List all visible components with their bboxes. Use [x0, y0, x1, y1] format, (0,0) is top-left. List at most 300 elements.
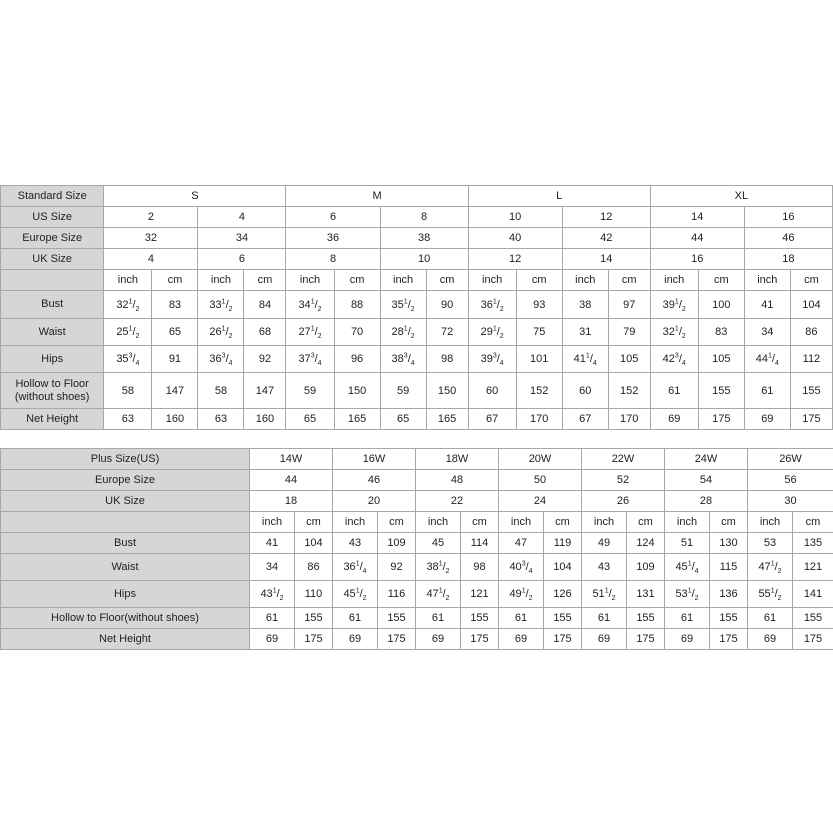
unit-cm: cm [295, 512, 333, 533]
unit-cm: cm [710, 512, 748, 533]
measurement-cell [790, 291, 832, 319]
measurement-cell [244, 319, 286, 346]
measurement-cell [748, 629, 793, 650]
fraction-whole: 47 [758, 561, 771, 573]
fraction-whole: 45 [675, 561, 688, 573]
cell-value: 63 [214, 413, 228, 425]
size-cell: 52 [582, 470, 665, 491]
size-cell: 56 [748, 470, 833, 491]
cell-value: 175 [553, 633, 572, 645]
measurement-cell [562, 373, 608, 409]
fraction-denominator: 2 [135, 333, 140, 341]
fraction-denominator: 4 [362, 568, 367, 576]
measurement-cell [380, 409, 426, 430]
fraction-whole: 33 [209, 298, 222, 311]
cell-value: 92 [258, 353, 272, 365]
fraction-denominator: 2 [777, 595, 782, 603]
cell-value: 155 [470, 612, 489, 624]
measurement-cell [198, 373, 244, 409]
measurement-cell [152, 346, 198, 373]
size-cell: 44 [650, 228, 744, 249]
measurement-row [1, 554, 833, 581]
fraction-whole: 55 [758, 588, 771, 600]
fraction-whole: 29 [480, 326, 493, 338]
cell-value: 155 [803, 612, 823, 624]
cell-value: 116 [387, 588, 406, 600]
cell-value: 60 [579, 384, 592, 397]
unit-inch: inch [104, 270, 152, 291]
fraction-denominator: 4 [410, 360, 415, 368]
unit-cm: cm [790, 270, 832, 291]
measurement-cell [334, 346, 380, 373]
measurement-cell [378, 533, 416, 554]
measurement-row [1, 373, 833, 409]
cell-value: 58 [121, 384, 134, 397]
measurement-cell [250, 533, 295, 554]
fraction-numerator: 3 [310, 352, 315, 360]
measurement-row [1, 608, 833, 629]
unit-cm: cm [152, 270, 198, 291]
measurement-cell [104, 409, 152, 430]
fraction-whole: 36 [209, 353, 222, 365]
cell-value: 115 [719, 561, 738, 573]
measurement-cell [710, 629, 748, 650]
unit-inch: inch [665, 512, 710, 533]
row-label: Standard Size [1, 186, 104, 207]
measurement-cell [582, 629, 627, 650]
fraction-numerator: 3 [403, 352, 408, 360]
measurement-cell: $47^1/_2$ [748, 554, 793, 581]
measurement-cell [665, 533, 710, 554]
cell-value: 175 [636, 633, 655, 645]
cell-value: 41 [265, 537, 279, 549]
measurement-cell: $42^3/_4$ [650, 346, 698, 373]
fraction-whole: 26 [209, 326, 222, 338]
cell-value: 75 [533, 326, 546, 338]
fraction-numerator: 3 [221, 352, 226, 360]
cell-value: 65 [396, 413, 410, 425]
fraction-numerator: 1 [687, 560, 692, 568]
measurement-cell [793, 554, 833, 581]
measurement-cell [793, 608, 833, 629]
fraction-whole: 44 [755, 353, 768, 365]
measurement-cell [582, 533, 627, 554]
measurement-cell [152, 373, 198, 409]
fraction-whole: 39 [662, 298, 675, 311]
cell-value: 155 [636, 612, 655, 624]
fraction-whole: 32 [662, 326, 675, 338]
measurement-cell [698, 409, 744, 430]
measurement-cell [562, 409, 608, 430]
cell-value: 70 [350, 326, 364, 338]
size-row [1, 207, 833, 228]
cell-value: 69 [348, 633, 362, 645]
standard-size-table [0, 185, 833, 430]
fraction-whole: 43 [260, 588, 273, 600]
cell-value: 96 [350, 353, 364, 365]
unit-cm: cm [627, 512, 665, 533]
fraction-denominator: 2 [681, 333, 686, 341]
size-cell: 16 [650, 249, 744, 270]
cell-value: 69 [763, 633, 777, 645]
measurement-cell: $40^3/_4$ [499, 554, 544, 581]
fraction-numerator: 1 [403, 325, 408, 333]
fraction-numerator: 1 [492, 325, 497, 333]
measurement-row [1, 533, 833, 554]
fraction-numerator: 1 [310, 325, 315, 333]
row-label: Hips [1, 346, 104, 373]
plus-header-row [1, 449, 833, 470]
measurement-cell [710, 608, 748, 629]
cell-value: 86 [307, 561, 320, 573]
measurement-cell [461, 608, 499, 629]
row-label: US Size [1, 207, 104, 228]
fraction-denominator: 2 [499, 305, 504, 313]
cell-value: 69 [668, 413, 681, 425]
measurement-cell [650, 373, 698, 409]
fraction-whole: 40 [509, 561, 522, 573]
cell-value: 155 [712, 384, 731, 397]
size-cell: 40 [468, 228, 562, 249]
measurement-cell: $36^1/_2$ [468, 291, 516, 319]
row-label: Net Height [1, 629, 250, 650]
measurement-cell [516, 346, 562, 373]
fraction-numerator: 1 [128, 297, 133, 305]
measurement-cell [295, 581, 333, 608]
fraction-whole: 38 [426, 561, 439, 573]
measurement-cell: $28^1/_2$ [380, 319, 426, 346]
measurement-cell [544, 554, 582, 581]
fraction-denominator: 2 [681, 305, 686, 313]
fraction-numerator: 3 [674, 352, 679, 360]
fraction-denominator: 2 [317, 305, 322, 313]
measurement-cell [698, 291, 744, 319]
measurement-cell [295, 554, 333, 581]
measurement-cell: $38^3/_4$ [380, 346, 426, 373]
measurement-cell [744, 409, 790, 430]
measurement-cell [793, 629, 833, 650]
measurement-cell [426, 291, 468, 319]
cell-value: 31 [579, 326, 592, 338]
measurement-row [1, 291, 833, 319]
cell-value: 104 [553, 561, 572, 573]
cell-value: 34 [265, 561, 279, 573]
measurement-cell [516, 409, 562, 430]
measurement-cell [416, 608, 461, 629]
cell-value: 72 [440, 326, 454, 338]
size-cell: 12 [562, 207, 650, 228]
cell-value: 47 [514, 537, 528, 549]
fraction-denominator: 2 [445, 568, 450, 576]
cell-value: 165 [347, 413, 367, 425]
cell-value: 155 [719, 612, 738, 624]
unit-inch: inch [748, 512, 793, 533]
measurement-cell [790, 346, 832, 373]
cell-value: 68 [258, 326, 272, 338]
size-cell: 50 [499, 470, 582, 491]
measurement-cell: $44^1/_4$ [744, 346, 790, 373]
size-cell: 10 [468, 207, 562, 228]
cell-value: 160 [255, 413, 275, 425]
cell-value: 93 [533, 298, 546, 311]
cell-value: 69 [431, 633, 445, 645]
measurement-row [1, 319, 833, 346]
measurement-cell [627, 554, 665, 581]
cell-value: 86 [805, 326, 818, 338]
fraction-denominator: 2 [279, 595, 284, 603]
cell-value: 34 [761, 326, 774, 338]
unit-cm: cm [461, 512, 499, 533]
row-label-empty [1, 512, 250, 533]
plus-size-header: 18W [416, 449, 499, 470]
measurement-cell [295, 608, 333, 629]
measurement-cell [334, 409, 380, 430]
cell-value: 61 [514, 612, 528, 624]
row-label: Bust [1, 533, 250, 554]
cell-value: 83 [168, 298, 182, 311]
size-row [1, 228, 833, 249]
fraction-denominator: 2 [777, 568, 782, 576]
plus-size-table [0, 448, 833, 650]
fraction-numerator: 1 [768, 352, 772, 360]
measurement-cell [562, 291, 608, 319]
measurement-cell [608, 409, 650, 430]
cell-value: 100 [712, 298, 731, 311]
size-cell: 14 [562, 249, 650, 270]
unit-cm: cm [378, 512, 416, 533]
measurement-cell [790, 409, 832, 430]
measurement-cell [152, 291, 198, 319]
measurement-cell [516, 291, 562, 319]
size-cell: 20 [333, 491, 416, 512]
measurement-cell [793, 533, 833, 554]
measurement-cell [793, 581, 833, 608]
measurement-cell [104, 373, 152, 409]
fraction-whole: 35 [391, 298, 404, 311]
measurement-cell [468, 409, 516, 430]
cell-value: 155 [387, 612, 406, 624]
cell-value: 51 [680, 537, 694, 549]
cell-value: 109 [636, 561, 655, 573]
cell-value: 150 [347, 384, 367, 397]
cell-value: 58 [214, 384, 228, 397]
measurement-cell [650, 409, 698, 430]
fraction-whole: 47 [426, 588, 439, 600]
fraction-numerator: 1 [355, 587, 360, 595]
unit-inch: inch [499, 512, 544, 533]
unit-cm: cm [698, 270, 744, 291]
measurement-cell [461, 533, 499, 554]
size-cell: 16 [744, 207, 832, 228]
fraction-whole: 37 [298, 353, 311, 365]
measurement-cell: $32^1/_2$ [104, 291, 152, 319]
measurement-row [1, 346, 833, 373]
cell-value: 112 [802, 353, 821, 365]
measurement-cell [744, 319, 790, 346]
cell-value: 101 [530, 353, 549, 365]
size-cell: 18 [250, 491, 333, 512]
size-cell: 42 [562, 228, 650, 249]
fraction-denominator: 4 [694, 568, 699, 576]
size-cell: 8 [286, 249, 380, 270]
measurement-cell [608, 319, 650, 346]
fraction-denominator: 2 [611, 595, 616, 603]
measurement-cell [244, 409, 286, 430]
fraction-numerator: 1 [438, 560, 443, 568]
cell-value: 61 [763, 612, 777, 624]
cell-value: 150 [437, 384, 457, 397]
cell-value: 152 [620, 384, 639, 397]
fraction-numerator: 1 [272, 587, 277, 595]
measurement-cell [250, 554, 295, 581]
fraction-denominator: 2 [410, 333, 415, 341]
size-group-header: L [468, 186, 650, 207]
cell-value: 61 [431, 612, 445, 624]
size-group-header: S [104, 186, 286, 207]
fraction-denominator: 2 [528, 595, 533, 603]
size-cell: 6 [198, 249, 286, 270]
fraction-numerator: 1 [221, 297, 226, 305]
fraction-numerator: 1 [687, 587, 692, 595]
measurement-cell: $39^3/_4$ [468, 346, 516, 373]
measurement-cell [334, 291, 380, 319]
row-label-empty [1, 270, 104, 291]
fraction-numerator: 3 [128, 352, 133, 360]
size-cell: 22 [416, 491, 499, 512]
measurement-cell [286, 409, 334, 430]
fraction-whole: 49 [509, 588, 522, 600]
measurement-cell: $35^3/_4$ [104, 346, 152, 373]
cell-value: 170 [530, 413, 549, 425]
cell-value: 155 [553, 612, 572, 624]
size-cell: 10 [380, 249, 468, 270]
measurement-cell [698, 373, 744, 409]
size-cell: 14 [650, 207, 744, 228]
measurement-cell: $45^1/_2$ [333, 581, 378, 608]
plus-size-header: 20W [499, 449, 582, 470]
measurement-cell: $39^1/_2$ [650, 291, 698, 319]
measurement-row [1, 629, 833, 650]
measurement-cell [516, 373, 562, 409]
measurement-cell [744, 291, 790, 319]
cell-value: 65 [168, 326, 182, 338]
fraction-whole: 25 [116, 326, 129, 338]
measurement-cell [250, 629, 295, 650]
fraction-denominator: 4 [774, 360, 779, 368]
row-label: Europe Size [1, 470, 250, 491]
fraction-whole: 32 [116, 298, 129, 311]
cell-value: 147 [255, 384, 275, 397]
measurement-cell [244, 346, 286, 373]
fraction-numerator: 1 [770, 587, 775, 595]
fraction-denominator: 4 [592, 360, 597, 368]
cell-value: 175 [719, 633, 738, 645]
cell-value: 121 [803, 561, 823, 573]
measurement-cell [698, 319, 744, 346]
measurement-cell [198, 409, 244, 430]
plus-size-header: 14W [250, 449, 333, 470]
cell-value: 155 [802, 384, 821, 397]
fraction-numerator: 1 [521, 587, 526, 595]
measurement-cell [665, 629, 710, 650]
plus-size-header: 22W [582, 449, 665, 470]
measurement-cell [748, 608, 793, 629]
measurement-cell [710, 554, 748, 581]
unit-inch: inch [286, 270, 334, 291]
measurement-cell [416, 629, 461, 650]
unit-inch: inch [416, 512, 461, 533]
size-cell: 18 [744, 249, 832, 270]
size-cell: 46 [744, 228, 832, 249]
fraction-numerator: 1 [492, 297, 497, 305]
cell-value: 61 [680, 612, 694, 624]
cell-value: 92 [390, 561, 403, 573]
cell-value: 121 [470, 588, 489, 600]
measurement-cell: $37^3/_4$ [286, 346, 334, 373]
measurement-cell [698, 346, 744, 373]
size-cell: 46 [333, 470, 416, 491]
cell-value: 165 [437, 413, 457, 425]
measurement-cell: $53^1/_2$ [665, 581, 710, 608]
plus-size-header: 16W [333, 449, 416, 470]
fraction-whole: 28 [391, 326, 404, 338]
cell-value: 69 [761, 413, 774, 425]
measurement-cell [544, 629, 582, 650]
plus-size-header: 24W [665, 449, 748, 470]
cell-value: 90 [440, 298, 454, 311]
cell-value: 104 [802, 298, 821, 311]
cell-value: 114 [470, 537, 489, 549]
cell-value: 97 [623, 298, 636, 311]
size-cell: 12 [468, 249, 562, 270]
measurement-cell [461, 554, 499, 581]
unit-inch: inch [380, 270, 426, 291]
fraction-denominator: 2 [135, 305, 140, 313]
size-cell: 32 [104, 228, 198, 249]
size-cell: 24 [499, 491, 582, 512]
cell-value: 119 [553, 537, 572, 549]
cell-value: 104 [304, 537, 323, 549]
cell-value: 43 [348, 537, 362, 549]
row-label: Hollow to Floor(without shoes) [1, 608, 250, 629]
measurement-cell [380, 373, 426, 409]
measurement-cell: $36^3/_4$ [198, 346, 244, 373]
measurement-cell [334, 319, 380, 346]
size-group-header: M [286, 186, 468, 207]
measurement-cell [333, 608, 378, 629]
size-cell: 4 [198, 207, 286, 228]
measurement-cell [426, 346, 468, 373]
fraction-numerator: 1 [403, 297, 408, 305]
cell-value: 53 [763, 537, 777, 549]
unit-inch: inch [198, 270, 244, 291]
row-label: UK Size [1, 491, 250, 512]
size-cell: 54 [665, 470, 748, 491]
measurement-cell: $38^1/_2$ [416, 554, 461, 581]
size-cell: 30 [748, 491, 833, 512]
cell-value: 61 [761, 384, 774, 397]
measurement-cell: $32^1/_2$ [650, 319, 698, 346]
unit-cm: cm [516, 270, 562, 291]
measurement-cell: $35^1/_2$ [380, 291, 426, 319]
fraction-whole: 51 [592, 588, 605, 600]
measurement-cell: $34^1/_2$ [286, 291, 334, 319]
size-cell: 36 [286, 228, 380, 249]
measurement-cell [627, 608, 665, 629]
measurement-cell [426, 319, 468, 346]
cell-value: 109 [387, 537, 406, 549]
fraction-denominator: 2 [445, 595, 450, 603]
